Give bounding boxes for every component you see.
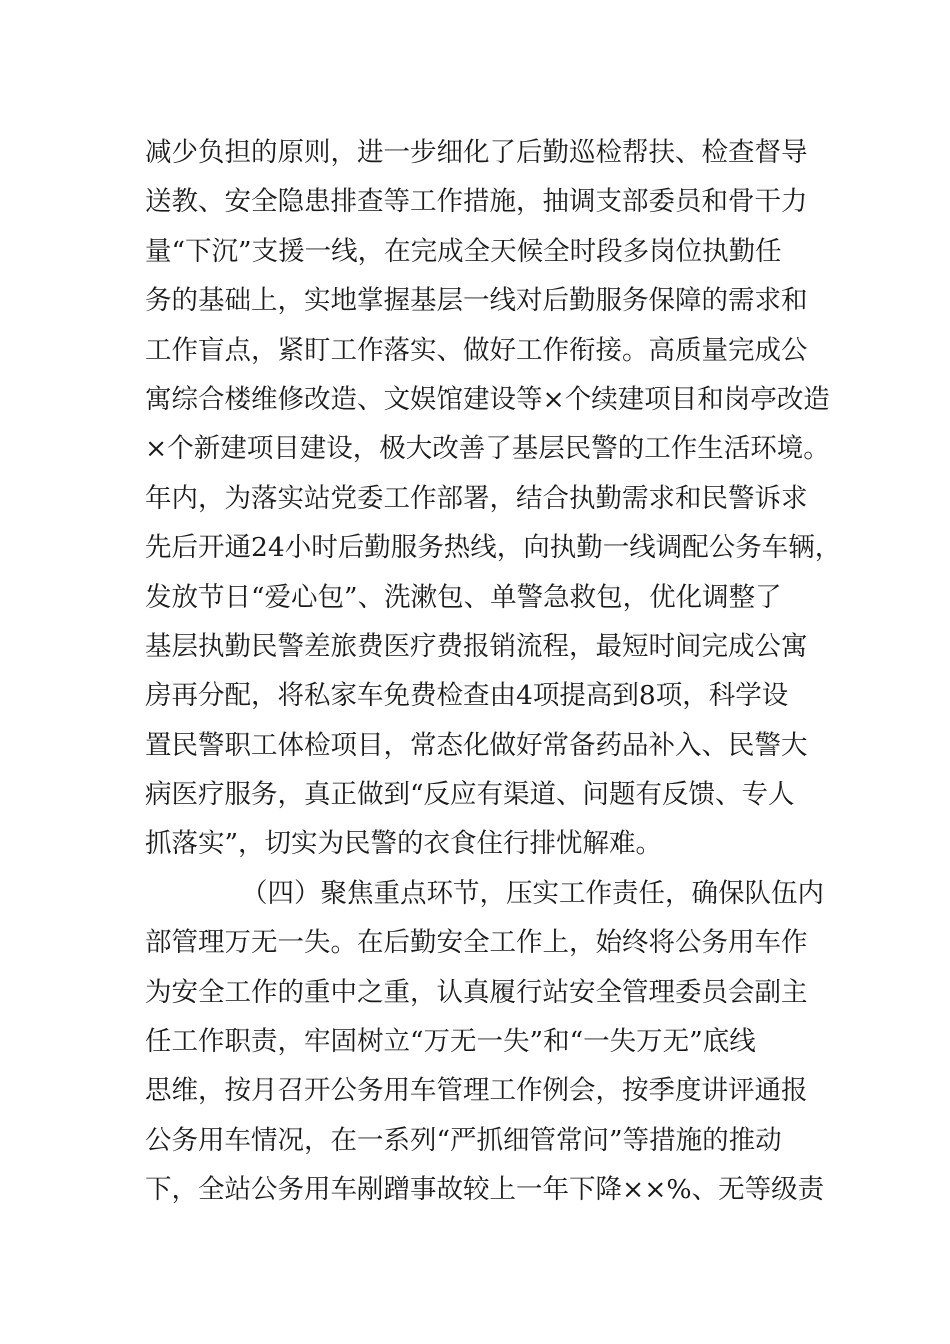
text-line: 先后开通24小时后勤服务热线，向执勤一线调配公务车辆， [145, 532, 842, 564]
text-line: 公务用车情况，在一系列“严抓细管常问”等措施的推动 [145, 1124, 782, 1156]
text-line: 房再分配，将私家车免费检查由4项提高到8项，科学设 [145, 680, 789, 712]
text-line: 置民警职工体检项目，常态化做好常备药品补入、民警大 [145, 729, 808, 761]
text-line: 量“下沉”支援一线，在完成全天候全时段多岗位执勤任 [145, 235, 782, 267]
section-heading-line: （四）聚焦重点环节，压实工作责任，确保队伍内 [241, 877, 824, 909]
text-line: 思维，按月召开公务用车管理工作例会，按季度讲评通报 [145, 1075, 808, 1107]
text-line: 下，全站公务用车剐蹭事故较上一年下降××%、无等级责 [145, 1174, 825, 1206]
text-line: 发放节日“爱心包”、洗漱包、单警急救包，优化调整了 [145, 581, 782, 613]
text-line: ×个新建项目建设，极大改善了基层民警的工作生活环境。 [145, 433, 830, 465]
text-line: 减少负担的原则，进一步细化了后勤巡检帮扶、检查督导 [145, 137, 808, 168]
text-line: 寓综合楼维修改造、文娱馆建设等×个续建项目和岗亭改造 [145, 383, 830, 415]
text-line: 务的基础上，实地掌握基层一线对后勤服务保障的需求和 [145, 285, 808, 317]
text-line: 为安全工作的重中之重，认真履行站安全管理委员会副主 [145, 976, 808, 1008]
text-line: 任工作职责，牢固树立“万无一失”和“一失万无”底线 [145, 1026, 756, 1058]
text-line: 工作盲点，紧盯工作落实、做好工作衔接。高质量完成公 [145, 334, 808, 366]
body-text [145, 128, 842, 1215]
text-line: 基层执勤民警差旅费医疗费报销流程，最短时间完成公寓 [145, 630, 808, 662]
text-line: 送教、安全隐患排查等工作措施，抽调支部委员和骨干力 [145, 186, 808, 218]
text-line: 年内，为落实站党委工作部署，结合执勤需求和民警诉求 [145, 482, 808, 514]
text-line: 部管理万无一失。在后勤安全工作上，始终将公务用车作 [145, 927, 808, 959]
text-line: 抓落实”，切实为民警的衣食住行排忧解难。 [145, 828, 663, 860]
text-line: 病医疗服务，真正做到“反应有渠道、问题有反馈、专人 [145, 779, 795, 811]
